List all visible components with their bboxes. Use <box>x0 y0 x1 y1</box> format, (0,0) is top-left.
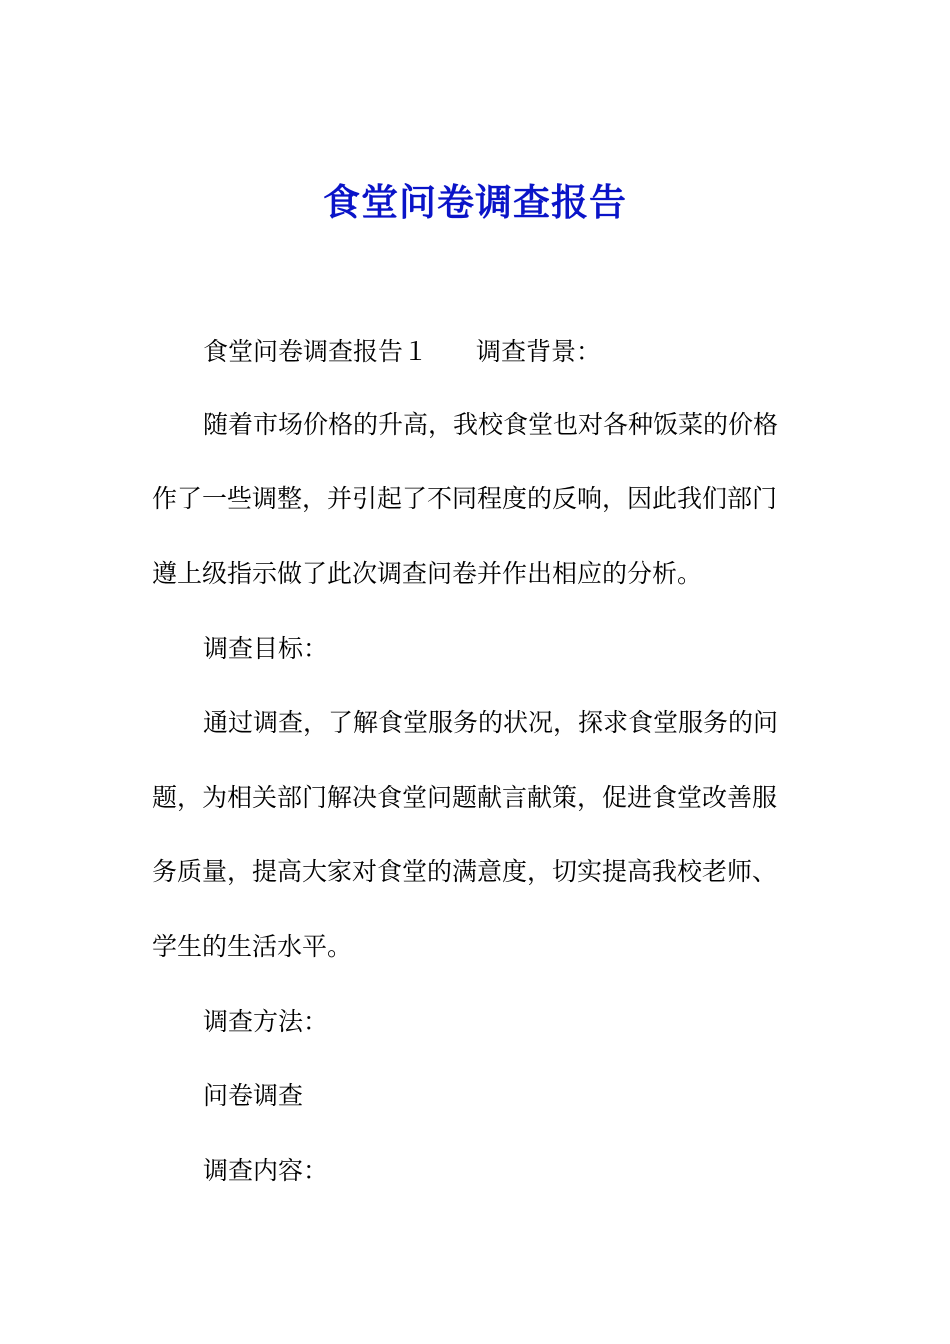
paragraph-line: 随着市场价格的升高，我校食堂也对各种饭菜的价格 <box>203 410 779 439</box>
heading-line <box>203 334 853 370</box>
paragraph-line: 通过调查，了解食堂服务的状况，探求食堂服务的问 <box>203 708 779 737</box>
paragraph-line: 问卷调查 <box>203 1081 304 1110</box>
section-label: 调查目标： <box>203 634 329 663</box>
document-title: 食堂问卷调查报告 <box>323 180 627 224</box>
section-label: 调查内容： <box>203 1156 329 1185</box>
paragraph-line: 作了一些调整，并引起了不同程度的反响，因此我们部门 <box>152 484 778 513</box>
section-label: 调查方法： <box>203 1007 329 1036</box>
paragraph-line: 学生的生活水平。 <box>152 932 353 961</box>
heading-part-2: 调查背景： <box>476 337 602 366</box>
paragraph-line: 题，为相关部门解决食堂问题献言献策，促进食堂改善服 <box>152 783 778 812</box>
heading-part-1: 食堂问卷调查报告１ <box>203 337 429 366</box>
paragraph-line: 务质量，提高大家对食堂的满意度，切实提高我校老师、 <box>152 857 778 886</box>
paragraph-line: 遵上级指示做了此次调查问卷并作出相应的分析。 <box>152 559 703 588</box>
